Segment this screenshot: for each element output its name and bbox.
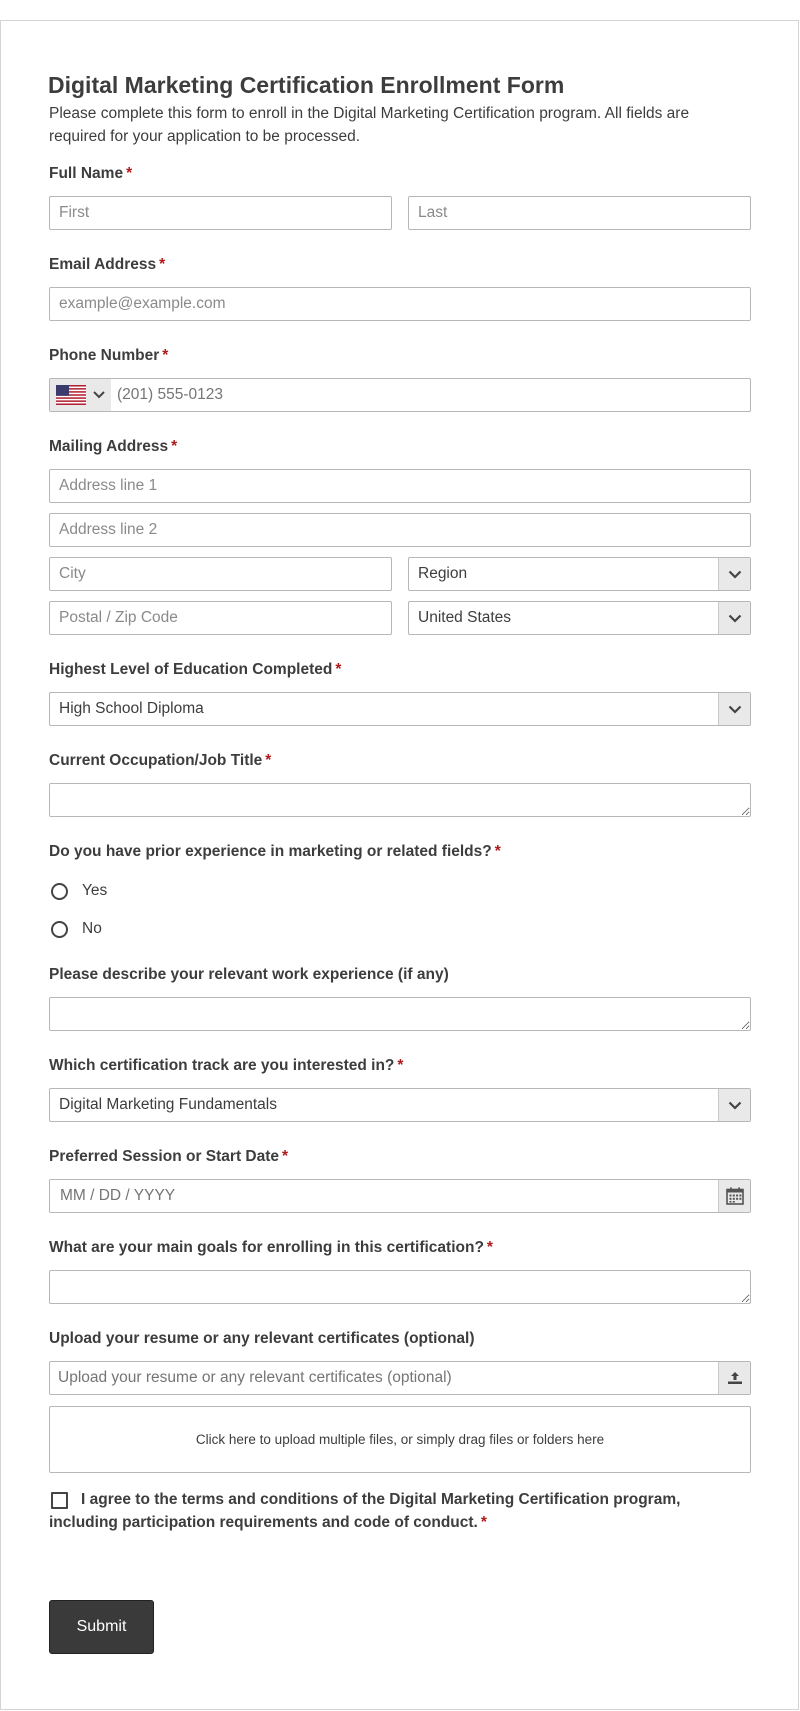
goals-label [49,1239,493,1257]
phone-label-text: Phone Number [49,347,160,364]
region-select[interactable] [408,557,751,591]
occupation-label-text: Current Occupation/Job Title [49,752,263,769]
phone-input[interactable] [111,380,750,410]
experience-option-no[interactable] [51,920,102,938]
experience-label [49,843,501,861]
required-mark: * [162,347,169,364]
upload-field [49,1361,751,1395]
email-label-text: Email Address [49,256,157,273]
file-dropzone[interactable] [49,1406,751,1473]
first-name-input[interactable] [49,196,392,230]
required-mark: * [282,1148,289,1165]
education-label [49,661,341,679]
radio-button[interactable] [51,921,68,938]
experience-label-text: Do you have prior experience in marketing or related fields? [49,843,492,860]
upload-icon [727,1371,743,1385]
chevron-down-icon [728,705,742,714]
region-select-button[interactable] [718,558,750,590]
work-experience-label [49,966,449,984]
track-select-value: Digital Marketing Fundamentals [59,1096,277,1113]
education-select[interactable] [49,692,751,726]
address-label-text: Mailing Address [49,438,169,455]
postal-code-input[interactable] [49,601,392,635]
start-date-label [49,1148,288,1166]
chevron-down-icon [728,614,742,623]
education-select-button[interactable] [718,693,750,725]
start-date-input[interactable] [50,1181,718,1211]
goals-textarea[interactable] [49,1270,751,1304]
required-mark: * [397,1057,404,1074]
track-label [49,1057,403,1075]
required-mark: * [486,1239,493,1256]
agreement-label [49,1488,751,1534]
experience-option-yes[interactable] [51,882,107,900]
full-name-label-text: Full Name [49,165,124,182]
chevron-down-icon [728,570,742,579]
goals-label-text: What are your main goals for enrolling in this certification? [49,1239,484,1256]
required-mark: * [494,843,501,860]
address-label [49,438,177,456]
us-flag-icon [56,385,86,405]
required-mark: * [480,1514,487,1531]
radio-label: No [82,920,102,937]
last-name-input[interactable] [408,196,751,230]
required-mark: * [265,752,272,769]
start-date-field [49,1179,751,1213]
upload-input[interactable] [50,1363,718,1393]
form-title: Digital Marketing Certification Enrollment Form [48,72,565,98]
agreement-text: I agree to the terms and conditions of the Digital Marketing Certification program, including participation requirements and code of conduct. [49,1491,681,1531]
address-line1-input[interactable] [49,469,751,503]
track-label-text: Which certification track are you interested in? [49,1057,395,1074]
education-label-text: Highest Level of Education Completed [49,661,333,678]
email-label [49,256,165,274]
upload-button[interactable] [718,1362,750,1394]
required-mark: * [335,661,342,678]
full-name-label [49,165,132,183]
required-mark: * [159,256,166,273]
submit-button[interactable]: Submit [49,1600,154,1654]
work-experience-label-text: Please describe your relevant work experience (if any) [49,966,449,983]
country-select[interactable] [408,601,751,635]
upload-label [49,1330,475,1348]
dropzone-text: Click here to upload multiple files, or simply drag files or folders here [195,1432,605,1447]
phone-label [49,347,168,365]
radio-button[interactable] [51,883,68,900]
start-date-label-text: Preferred Session or Start Date [49,1148,280,1165]
track-select[interactable] [49,1088,751,1122]
calendar-button[interactable] [718,1180,750,1212]
upload-label-text: Upload your resume or any relevant certificates (optional) [49,1330,475,1347]
phone-field [49,378,751,412]
required-mark: * [126,165,133,182]
occupation-label [49,752,271,770]
form-intro: Please complete this form to enroll in the Digital Marketing Certification program. All fields are required for your application to be processed. [49,105,690,145]
work-experience-textarea[interactable] [49,997,751,1031]
country-code-dropdown[interactable] [50,379,111,411]
address-line2-input[interactable] [49,513,751,547]
country-select-button[interactable] [718,602,750,634]
email-input[interactable] [49,287,751,321]
country-select-value: United States [418,609,512,626]
region-select-value: Region [418,565,468,582]
required-mark: * [171,438,178,455]
calendar-icon [726,1187,744,1205]
education-select-value: High School Diploma [59,700,204,717]
radio-label: Yes [82,882,108,899]
city-input[interactable] [49,557,392,591]
track-select-button[interactable] [718,1089,750,1121]
chevron-down-icon [93,391,105,399]
chevron-down-icon [728,1101,742,1110]
occupation-textarea[interactable] [49,783,751,817]
